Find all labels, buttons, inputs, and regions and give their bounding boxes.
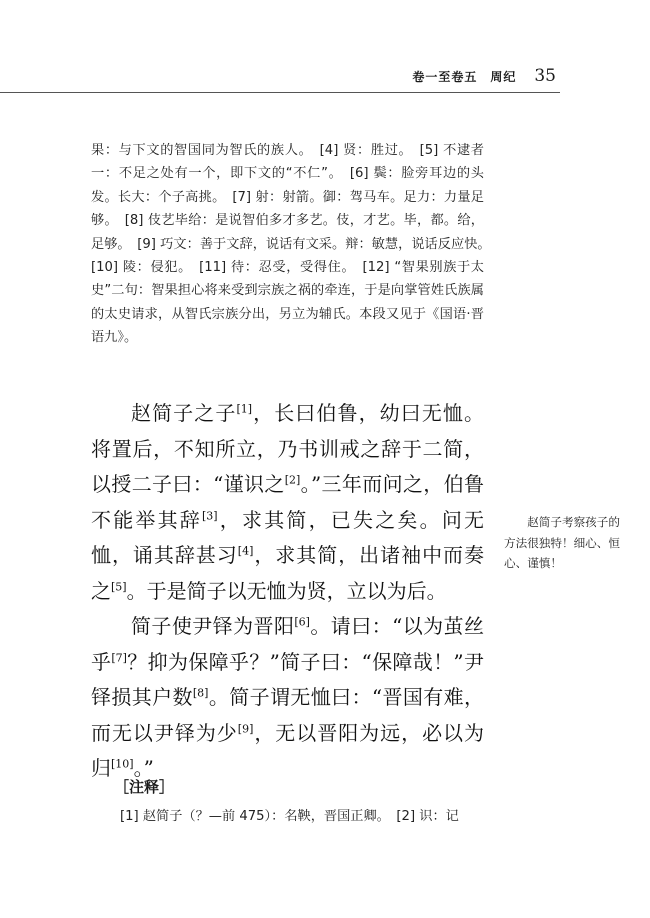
text-span: 。请曰：“以为茧丝乎 <box>91 614 484 674</box>
footnote-ref: [9] <box>237 721 254 735</box>
text-span: 。于是简子以无恤为贤，立以为后。 <box>126 578 447 603</box>
main-text <box>91 396 484 787</box>
footnote-ref: [1] <box>236 402 253 416</box>
header-rule <box>0 92 560 93</box>
side-note: 赵简子考察孩子的方法很独特！细心、恒心、谨慎！ <box>504 515 620 570</box>
note-continuation-text: 果：与下文的智国同为智氏的族人。 [4] 贤：胜过。 [5] 不逮者一：不足之处有一个，即下文的“不仁”。 [6] 鬓：脸旁耳边的头发。长大：个子高挑。 [7] 射：射箭。御：驾马车。足力：力量足够。 [8] 伎艺毕给：是说智伯多才多艺。伎，才艺。毕，都。给，足够。 [9] 巧文：善于文辞，说话有文采。辩：敏慧，说话反应快。 [10] 陵：侵犯。 [11] 待：忍受，受得住。 [12] “智果别族于太史”二句：智果担心将来受到宗族之祸的牵连，于是向掌管姓氏族属的太史请求，从智氏宗族分出，另立为辅氏。本段又见于《国语·晋语九》。 <box>91 143 498 346</box>
text-span: ，长曰伯鲁，幼曰无恤。将置后，不知所立，乃书训戒之辞于二简，以授二子曰：“谨识之 <box>91 401 485 496</box>
text-span: ，求其简，出诸袖中而奏之 <box>91 543 485 603</box>
main-paragraph-2 <box>91 609 484 787</box>
footnote-ref: [6] <box>294 615 310 629</box>
text-span: ，无以晋阳为远，必以为归 <box>91 720 485 780</box>
footnote-ref: [2] <box>284 473 301 487</box>
annotation-line-1: [1] 赵简子（？—前 475）：名鞅，晋国正卿。 [2] 识：记 <box>120 809 459 824</box>
text-span: ？抑为保障乎？”简子曰：“保障哉！”尹铎损其户数 <box>91 649 484 709</box>
footnote-ref: [8] <box>192 686 209 700</box>
text-span: 简子使尹铎为晋阳 <box>131 614 295 638</box>
footnote-ref: [5] <box>111 579 127 593</box>
footnote-ref: [7] <box>111 650 127 664</box>
footnote-ref: [4] <box>237 544 254 558</box>
text-span: 。” <box>133 756 154 780</box>
text-span: 赵简子之子 <box>131 401 237 425</box>
running-header <box>412 66 556 86</box>
footnote-ref: [3] <box>202 508 218 522</box>
text-span: 。简子谓无恤曰：“晋国有难，而无以尹铎为少 <box>91 685 484 745</box>
footnote-ref: [10] <box>111 757 134 771</box>
header-section: 卷一至卷五 周纪 <box>412 70 517 84</box>
text-span: ，求其简，已失之矣。问无恤，诵其辞甚习 <box>91 507 485 567</box>
annotations-title: ［注释］ <box>114 778 175 796</box>
main-paragraph-1 <box>91 396 484 609</box>
page-number: 35 <box>534 66 556 86</box>
note-continuation <box>91 139 498 350</box>
text-span: 。”三年而问之，伯鲁不能举其辞 <box>91 472 484 532</box>
